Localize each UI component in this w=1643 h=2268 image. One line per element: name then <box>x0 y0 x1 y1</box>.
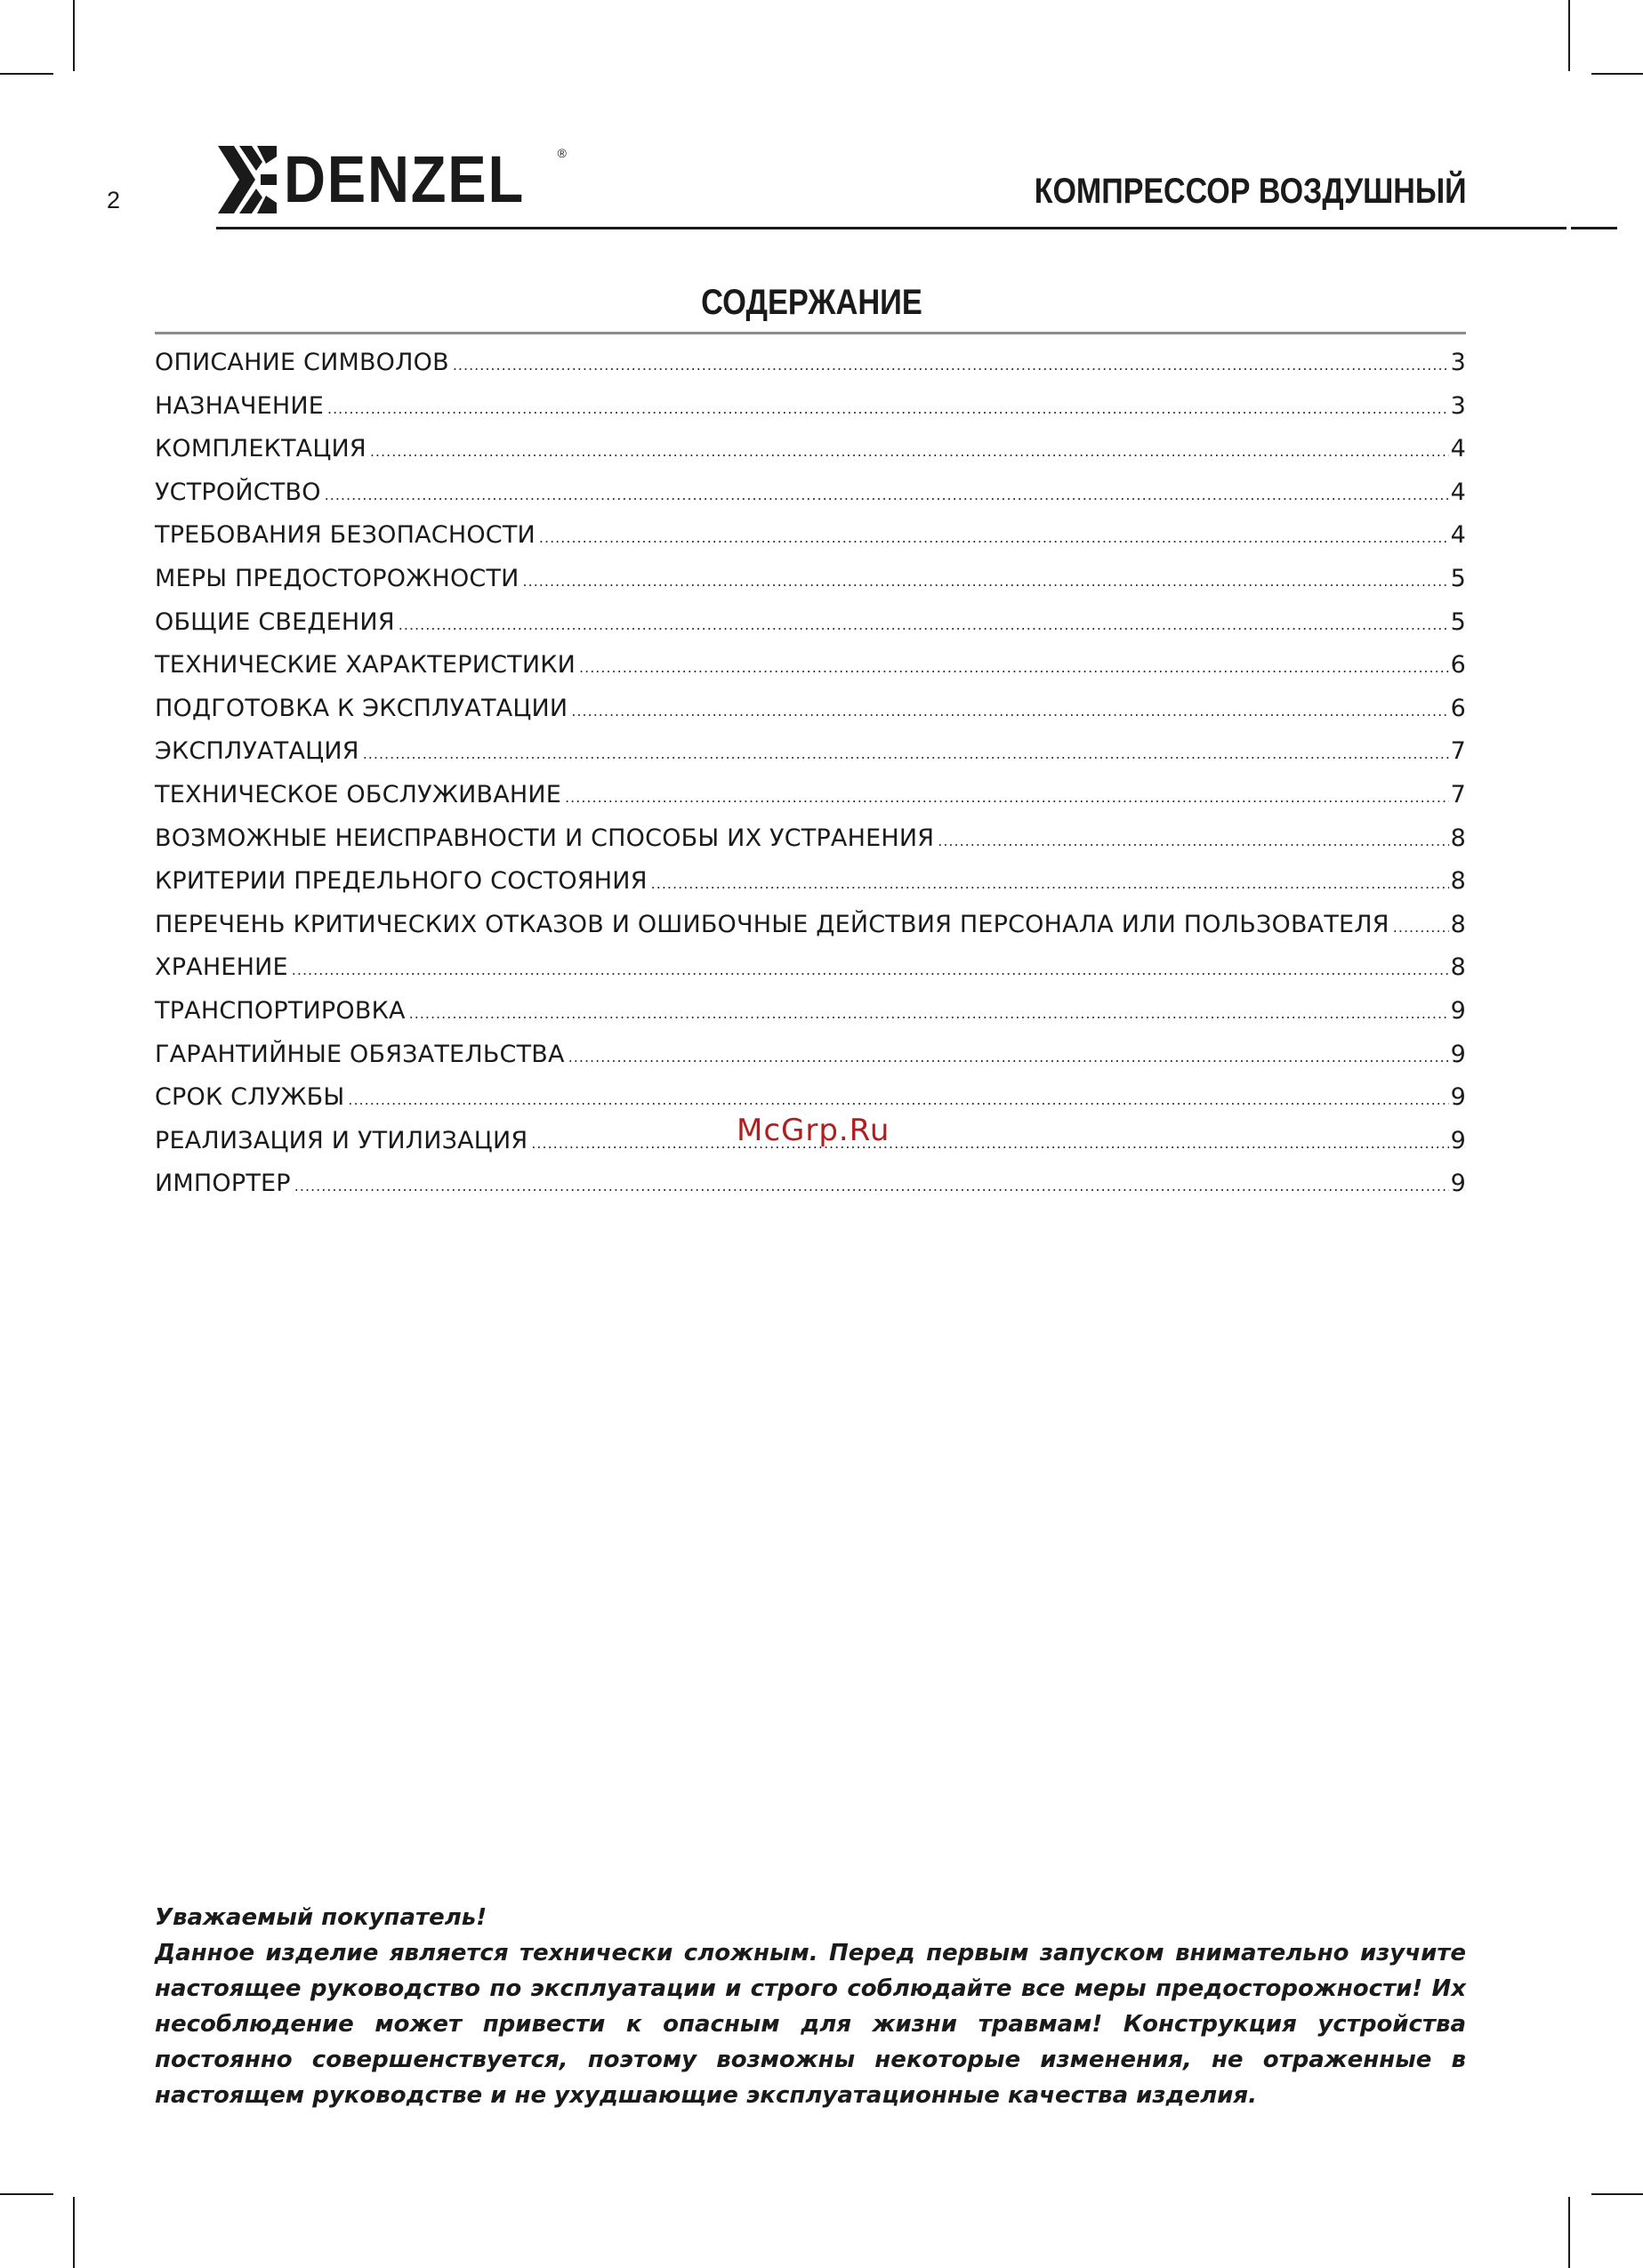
crop-mark <box>0 2193 53 2195</box>
toc-item[interactable] <box>155 911 1466 954</box>
notice-body: Данное изделие является технически сложным. Перед первым запуском внимательно изучите настоящее руководство по эксплуатации и строго соблюдайте все меры предосторожности! Их несоблюдение может привести к опасным для жизни травмам! Конструкция устройства постоянно совершенствуется, поэтому возможны некоторые изменения, не отраженные в настоящем руководстве и не ухудшающие эксплуатационные качества изделия. <box>155 1940 1466 2109</box>
toc-item-page: 5 <box>1450 607 1466 636</box>
toc-item[interactable] <box>155 565 1466 608</box>
lion-emblem-icon <box>216 144 278 215</box>
toc-item[interactable] <box>155 349 1466 392</box>
toc-item-label: ХРАНЕНИЕ <box>155 953 288 982</box>
toc-item-label: СРОК СЛУЖБЫ <box>155 1083 345 1112</box>
dot-leader <box>1393 919 1449 936</box>
watermark: McGrp.Ru <box>737 1113 890 1148</box>
dot-leader <box>409 1005 1449 1022</box>
toc-item-page: 9 <box>1450 996 1466 1025</box>
toc-item-label: КРИТЕРИИ ПРЕДЕЛЬНОГО СОСТОЯНИЯ <box>155 867 648 896</box>
crop-mark <box>73 0 75 71</box>
toc-item-page: 8 <box>1450 867 1466 896</box>
crop-mark <box>1568 0 1570 71</box>
toc-item-page: 4 <box>1450 478 1466 506</box>
page-number: 2 <box>107 187 121 213</box>
crop-mark <box>1568 2197 1570 2268</box>
registered-mark: ® <box>557 146 567 160</box>
crop-mark <box>0 73 53 75</box>
toc-item[interactable] <box>155 1041 1466 1084</box>
toc-item[interactable] <box>155 781 1466 824</box>
toc-item-label: УСТРОЙСТВО <box>155 478 321 506</box>
dot-leader <box>539 529 1449 546</box>
toc-item-page: 7 <box>1450 737 1466 766</box>
toc-item-label: ГАРАНТИЙНЫЕ ОБЯЗАТЕЛЬСТВА <box>155 1040 565 1068</box>
dot-leader <box>571 703 1448 720</box>
brand-logo <box>216 142 567 216</box>
toc-item-page: 8 <box>1450 910 1466 938</box>
toc-item-label: ЭКСПЛУАТАЦИЯ <box>155 737 359 766</box>
toc-item[interactable] <box>155 695 1466 738</box>
toc-item-label: ТРЕБОВАНИЯ БЕЗОПАСНОСТИ <box>155 521 536 550</box>
dot-leader <box>579 659 1449 676</box>
toc-item-page: 7 <box>1450 780 1466 808</box>
toc-item[interactable] <box>155 867 1466 911</box>
brand-name: DENZEL <box>284 142 526 216</box>
table-of-contents <box>155 349 1466 1213</box>
dot-leader <box>453 357 1449 374</box>
dot-leader <box>938 832 1448 849</box>
toc-item[interactable] <box>155 824 1466 868</box>
toc-item-page: 8 <box>1450 824 1466 852</box>
toc-item-page: 6 <box>1450 694 1466 722</box>
toc-item-label: ИМПОРТЕР <box>155 1170 291 1198</box>
toc-item[interactable] <box>155 479 1466 522</box>
dot-leader <box>399 616 1449 633</box>
dot-leader <box>651 875 1449 892</box>
toc-item-label: ПЕРЕЧЕНЬ КРИТИЧЕСКИХ ОТКАЗОВ И ОШИБОЧНЫЕ ДЕЙСТВИЯ ПЕРСОНАЛА ИЛИ ПОЛЬЗОВАТЕЛЯ <box>155 910 1389 938</box>
toc-item[interactable] <box>155 737 1466 781</box>
toc-item-page: 8 <box>1450 953 1466 982</box>
toc-item-label: КОМПЛЕКТАЦИЯ <box>155 435 366 463</box>
toc-item-page: 5 <box>1450 564 1466 592</box>
toc-item-page: 4 <box>1450 521 1466 550</box>
toc-item[interactable] <box>155 608 1466 652</box>
crop-mark <box>1591 2193 1643 2195</box>
customer-notice <box>155 1900 1466 2113</box>
toc-heading: СОДЕРЖАНИЕ <box>701 283 922 322</box>
toc-divider <box>155 332 1466 334</box>
toc-item-label: ПОДГОТОВКА К ЭКСПЛУАТАЦИИ <box>155 694 568 722</box>
dot-leader <box>531 1135 1448 1152</box>
dot-leader <box>565 789 1449 806</box>
toc-item[interactable] <box>155 1170 1466 1213</box>
dot-leader <box>325 487 1449 503</box>
toc-item-page: 9 <box>1450 1083 1466 1112</box>
product-title: КОМПРЕССОР ВОЗДУШНЫЙ <box>1035 172 1467 211</box>
toc-item-label: ТЕХНИЧЕСКИЕ ХАРАКТЕРИСТИКИ <box>155 651 576 680</box>
toc-item-label: ОПИСАНИЕ СИМВОЛОВ <box>155 349 449 376</box>
toc-item[interactable] <box>155 435 1466 479</box>
toc-item-page: 6 <box>1450 651 1466 680</box>
toc-item[interactable] <box>155 651 1466 695</box>
dot-leader <box>294 1178 1449 1194</box>
toc-item-page: 9 <box>1450 1040 1466 1068</box>
toc-item-label: НАЗНАЧЕНИЕ <box>155 391 324 420</box>
toc-item-page: 9 <box>1450 1170 1466 1198</box>
notice-greeting: Уважаемый покупатель! <box>155 1904 487 1931</box>
dot-leader <box>370 443 1449 460</box>
toc-item-label: ТЕХНИЧЕСКОЕ ОБСЛУЖИВАНИЕ <box>155 780 562 808</box>
dot-leader <box>363 745 1449 762</box>
toc-item-page: 9 <box>1450 1126 1466 1154</box>
toc-item-page: 3 <box>1450 349 1466 376</box>
dot-leader <box>523 573 1449 590</box>
toc-item-page: 3 <box>1450 391 1466 420</box>
toc-item-label: ТРАНСПОРТИРОВКА <box>155 996 406 1025</box>
dot-leader <box>568 1049 1449 1066</box>
crop-mark <box>1591 73 1643 75</box>
toc-item-label: ОБЩИЕ СВЕДЕНИЯ <box>155 607 395 636</box>
crop-mark <box>73 2197 75 2268</box>
toc-item-label: ВОЗМОЖНЫЕ НЕИСПРАВНОСТИ И СПОСОБЫ ИХ УСТРАНЕНИЯ <box>155 824 935 852</box>
toc-item[interactable] <box>155 392 1466 436</box>
header-divider <box>216 227 1566 229</box>
crop-mark <box>1571 227 1617 229</box>
dot-leader <box>292 961 1449 978</box>
toc-item-label: МЕРЫ ПРЕДОСТОРОЖНОСТИ <box>155 564 519 592</box>
toc-item-label: РЕАЛИЗАЦИЯ И УТИЛИЗАЦИЯ <box>155 1126 528 1154</box>
toc-item[interactable] <box>155 521 1466 565</box>
dot-leader <box>327 400 1449 417</box>
toc-item-page: 4 <box>1450 435 1466 463</box>
toc-item[interactable] <box>155 953 1466 997</box>
dot-leader <box>348 1091 1448 1108</box>
toc-item[interactable] <box>155 997 1466 1041</box>
